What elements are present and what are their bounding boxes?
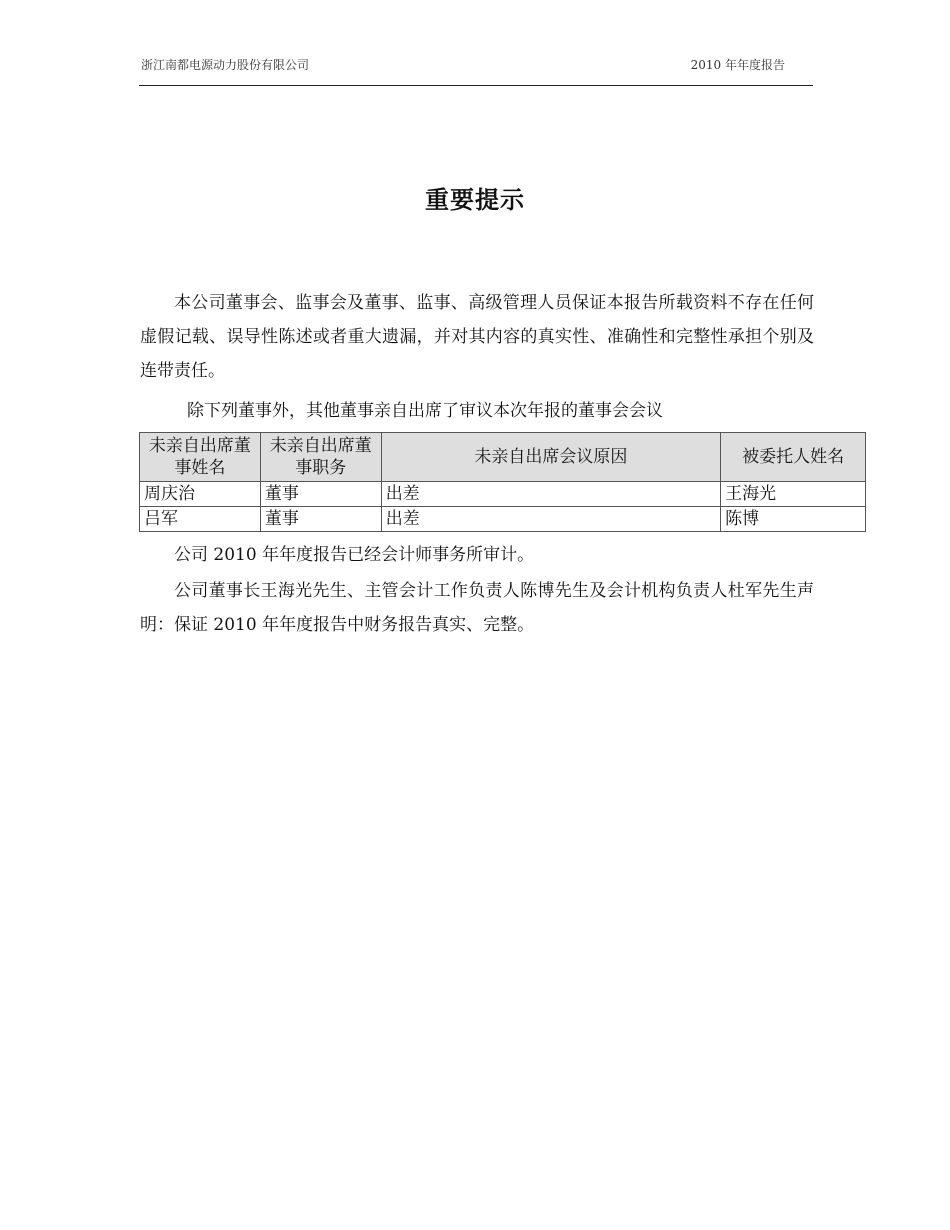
cell-absence-reason: 出差 (381, 507, 720, 532)
column-header-reason: 未亲自出席会议原因 (381, 433, 720, 482)
table-row (140, 507, 866, 532)
absent-directors-table (139, 432, 866, 532)
cell-director-position: 董事 (260, 507, 381, 532)
cell-director-name: 周庆治 (140, 482, 261, 507)
attendance-paragraph: 除下列董事外，其他董事亲自出席了审议本次年报的董事会会议 (187, 401, 663, 421)
header-report-title: 2010 年年度报告 (690, 58, 785, 72)
page-title: 重要提示 (425, 185, 525, 214)
table-header-row (140, 433, 866, 482)
cell-proxy-name: 王海光 (721, 482, 866, 507)
header-divider (139, 85, 813, 86)
audit-paragraph: 公司 2010 年年度报告已经会计师事务所审计。 (174, 545, 535, 565)
cell-absence-reason: 出差 (381, 482, 720, 507)
column-header-position: 未亲自出席董事职务 (260, 433, 381, 482)
table-row (140, 482, 866, 507)
responsibility-paragraph: 本公司董事会、监事会及董事、监事、高级管理人员保证本报告所载资料不存在任何虚假记载、误导性陈述或者重大遗漏，并对其内容的真实性、准确性和完整性承担个别及连带责任。 (140, 293, 814, 381)
cell-director-position: 董事 (260, 482, 381, 507)
cell-proxy-name: 陈博 (721, 507, 866, 532)
declaration-paragraph: 公司董事长王海光先生、主管会计工作负责人陈博先生及会计机构负责人杜军先生声明：保证 2010 年年度报告中财务报告真实、完整。 (140, 581, 814, 635)
page-header (139, 54, 813, 78)
column-header-name: 未亲自出席董事姓名 (140, 433, 261, 482)
header-company: 浙江南都电源动力股份有限公司 (141, 58, 310, 72)
column-header-proxy: 被委托人姓名 (721, 433, 866, 482)
cell-director-name: 吕军 (140, 507, 261, 532)
